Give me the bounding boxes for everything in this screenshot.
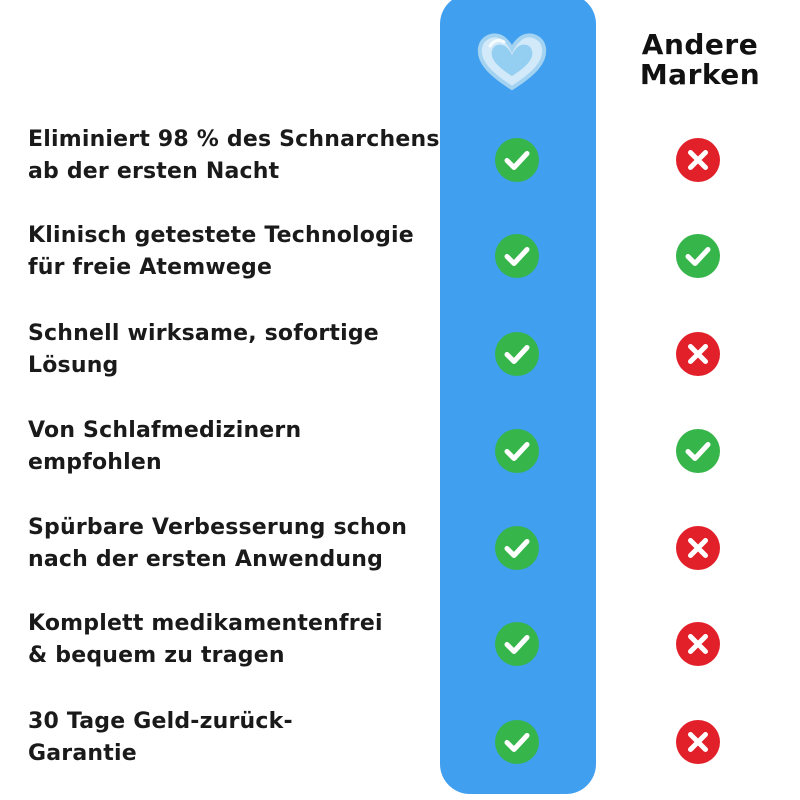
check-icon	[676, 429, 720, 473]
feature-label-line1: Eliminiert 98 % des Schnarchens	[28, 127, 440, 152]
feature-label-line2: Garantie	[28, 741, 137, 766]
comparison-row	[0, 124, 800, 214]
check-icon	[495, 720, 539, 764]
feature-label-line1: Von Schlafmedizinern	[28, 418, 302, 443]
feature-label	[28, 608, 438, 672]
check-icon	[676, 234, 720, 278]
feature-label-line1: 30 Tage Geld-zurück-	[28, 709, 293, 734]
cross-icon	[676, 332, 720, 376]
check-icon	[495, 429, 539, 473]
feature-label-line2: empfohlen	[28, 450, 162, 475]
feature-label-line2: Lösung	[28, 353, 119, 378]
check-icon	[495, 332, 539, 376]
feature-label	[28, 220, 438, 284]
feature-label-line1: Spürbare Verbesserung schon	[28, 515, 408, 540]
feature-label-line1: Klinisch getestete Technologie	[28, 223, 414, 248]
feature-label-line2: ab der ersten Nacht	[28, 159, 280, 184]
feature-label	[28, 415, 438, 479]
comparison-row	[0, 706, 800, 796]
cross-icon	[676, 720, 720, 764]
feature-label	[28, 124, 438, 188]
check-icon	[495, 622, 539, 666]
product-heart-icon	[472, 28, 552, 96]
check-icon	[495, 526, 539, 570]
feature-label-line2: für freie Atemwege	[28, 255, 273, 280]
check-icon	[495, 138, 539, 182]
comparison-row	[0, 512, 800, 602]
comparison-row	[0, 415, 800, 505]
cross-icon	[676, 138, 720, 182]
cross-icon	[676, 622, 720, 666]
comparison-row	[0, 608, 800, 698]
cross-icon	[676, 526, 720, 570]
other-brands-line2: Marken	[639, 58, 761, 91]
feature-label-line1: Schnell wirksame, sofortige	[28, 321, 379, 346]
other-brands-line1: Andere	[641, 28, 759, 61]
feature-label	[28, 512, 438, 576]
feature-label	[28, 318, 438, 382]
feature-label-line2: nach der ersten Anwendung	[28, 547, 384, 572]
other-brands-header	[600, 30, 800, 90]
feature-label	[28, 706, 438, 770]
check-icon	[495, 234, 539, 278]
feature-label-line1: Komplett medikamentenfrei	[28, 611, 383, 636]
comparison-row	[0, 318, 800, 408]
comparison-row	[0, 220, 800, 310]
feature-label-line2: & bequem zu tragen	[28, 643, 285, 668]
